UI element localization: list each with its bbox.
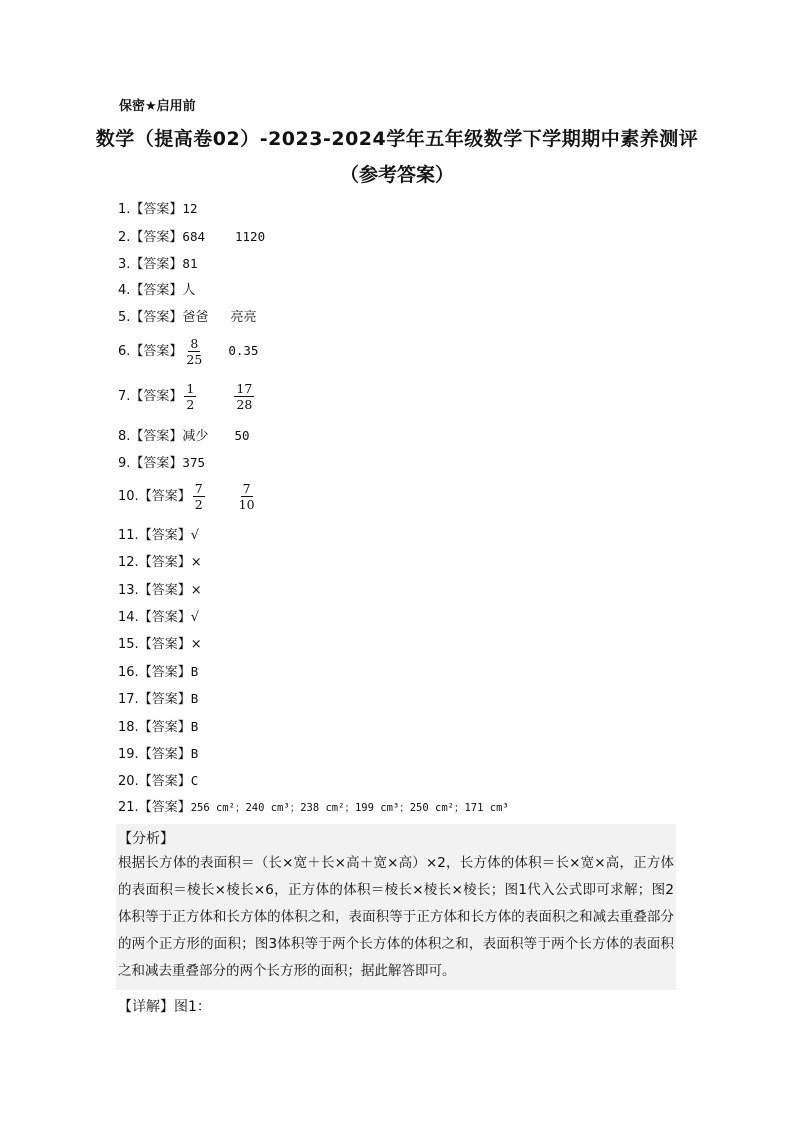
question-number: 10. (118, 489, 139, 504)
answer-tag: 【答案】 (130, 283, 183, 298)
question-number: 14. (118, 610, 139, 625)
question-number: 13. (118, 583, 139, 598)
answer-tag: 【答案】 (138, 800, 191, 815)
question-number: 9. (118, 456, 131, 471)
question-number: 7. (118, 389, 131, 404)
fraction-denominator: 28 (236, 397, 253, 412)
answer-value: B (190, 691, 199, 706)
answer-value-2: 1120 (235, 229, 266, 244)
answer-value: B (190, 746, 199, 761)
page-title: 数学（提高卷02）-2023-2024学年五年级数学下学期期中素养测评 (95, 128, 699, 150)
answer-row-19 (118, 746, 198, 763)
answer-tag: 【答案】 (130, 202, 183, 217)
answer-row-13 (118, 583, 202, 599)
answer-tag: 【答案】 (138, 665, 191, 680)
answer-tag: 【答案】 (138, 489, 191, 504)
answer-row-16 (118, 664, 198, 681)
answer-tag: 【答案】 (130, 429, 183, 444)
answer-row-7 (118, 381, 256, 412)
fraction-denominator: 2 (186, 397, 195, 412)
fraction-denominator: 25 (186, 352, 203, 367)
answer-tag: 【答案】 (138, 555, 191, 570)
answer-value-2: 亮亮 (230, 310, 257, 325)
page-subtitle: （参考答案） (339, 164, 454, 186)
answer-row-18 (118, 719, 198, 736)
question-number: 17. (118, 692, 139, 707)
answer-value: B (190, 719, 199, 734)
answer-tag: 【答案】 (138, 637, 191, 652)
answer-tag: 【答案】 (138, 720, 191, 735)
answer-value: 684 (182, 229, 205, 244)
checkmark-icon: √ (190, 528, 199, 543)
question-number: 5. (118, 310, 131, 325)
analysis-text: 根据长方体的表面积＝（长×宽＋长×高＋宽×高）×2，长方体的体积＝长×宽×高，正方体的表面积＝棱长×棱长×6，正方体的体积＝棱长×棱长×棱长；图1代入公式即可求解；图2体积等于正方体和长方体的体积之和，表面积等于正方体和长方体的表面积之和减去重叠部分的两个正方形的面积；图3体积等于两个长方体的体积之和，表面积等于两个长方体的表面积之和减去重叠部分的两个长方形的面积；据此解答即可。 (118, 855, 674, 979)
answer-row-10 (118, 481, 259, 512)
answer-value-2: 50 (234, 428, 250, 443)
cross-icon: × (190, 637, 202, 652)
fraction-numerator: 17 (236, 381, 253, 396)
question-number: 15. (118, 637, 139, 652)
answer-tag: 【答案】 (130, 230, 183, 245)
detail-heading: 【详解】图1： (118, 999, 211, 1015)
answer-row-5 (118, 310, 256, 326)
answer-value: B (190, 664, 199, 679)
checkmark-icon: √ (190, 610, 199, 625)
confidential-label: 保密★启用前 (119, 99, 196, 114)
answer-tag: 【答案】 (138, 774, 191, 789)
answer-row-3 (118, 256, 197, 273)
answer-row-1 (118, 201, 197, 218)
question-number: 8. (118, 429, 131, 444)
question-number: 18. (118, 720, 139, 735)
fraction-numerator: 7 (242, 481, 251, 496)
answer-row-15 (118, 637, 202, 653)
answer-value: 375 (182, 455, 205, 470)
fraction-numerator: 8 (190, 336, 199, 351)
answer-row-9 (118, 455, 205, 472)
question-number: 2. (118, 230, 131, 245)
answer-tag: 【答案】 (138, 692, 191, 707)
question-number: 20. (118, 774, 139, 789)
answer-row-4 (118, 283, 195, 299)
answer-row-11 (118, 528, 199, 544)
answer-value: 减少 (182, 429, 209, 444)
answer-value: C (190, 773, 199, 788)
answer-row-17 (118, 691, 198, 708)
cross-icon: × (190, 555, 202, 570)
answer-fraction-2 (234, 381, 254, 412)
answer-tag: 【答案】 (138, 583, 191, 598)
answer-row-8 (118, 428, 250, 445)
fraction-denominator: 2 (194, 497, 203, 512)
question-number: 4. (118, 283, 131, 298)
answer-tag: 【答案】 (138, 610, 191, 625)
answer-row-20 (118, 773, 198, 790)
answer-tag: 【答案】 (130, 310, 183, 325)
answer-value: 81 (182, 256, 198, 271)
question-number: 12. (118, 555, 139, 570)
fraction-numerator: 7 (194, 481, 203, 496)
answer-value: 爸爸 (182, 310, 209, 325)
question-number: 19. (118, 747, 139, 762)
answer-value-2: 0.35 (228, 343, 259, 358)
cross-icon: × (190, 583, 202, 598)
answer-fraction (193, 481, 205, 512)
question-number: 1. (118, 202, 131, 217)
answer-tag: 【答案】 (130, 456, 183, 471)
question-number: 6. (118, 344, 131, 359)
answer-row-14 (118, 610, 199, 626)
answer-value: 256 cm²；240 cm³；238 cm²；199 cm³；250 cm²；171 cm³ (190, 802, 509, 814)
answer-tag: 【答案】 (138, 528, 191, 543)
answer-value: 人 (182, 283, 196, 298)
answer-row-12 (118, 555, 202, 571)
fraction-denominator: 10 (238, 497, 255, 512)
answer-row-2 (118, 229, 265, 246)
answer-tag: 【答案】 (130, 344, 183, 359)
question-number: 21. (118, 800, 139, 815)
answer-fraction (184, 336, 204, 367)
answer-value: 12 (182, 201, 198, 216)
analysis-heading: 【分析】 (118, 831, 174, 847)
answer-tag: 【答案】 (130, 257, 183, 272)
answer-fraction (184, 381, 196, 412)
answer-row-21 (118, 800, 509, 816)
answer-fraction-2 (237, 481, 257, 512)
question-number: 3. (118, 257, 131, 272)
answer-tag: 【答案】 (138, 747, 191, 762)
question-number: 16. (118, 665, 139, 680)
question-number: 11. (118, 528, 139, 543)
answer-tag: 【答案】 (130, 389, 183, 404)
fraction-numerator: 1 (186, 381, 195, 396)
answer-row-6 (118, 336, 258, 367)
